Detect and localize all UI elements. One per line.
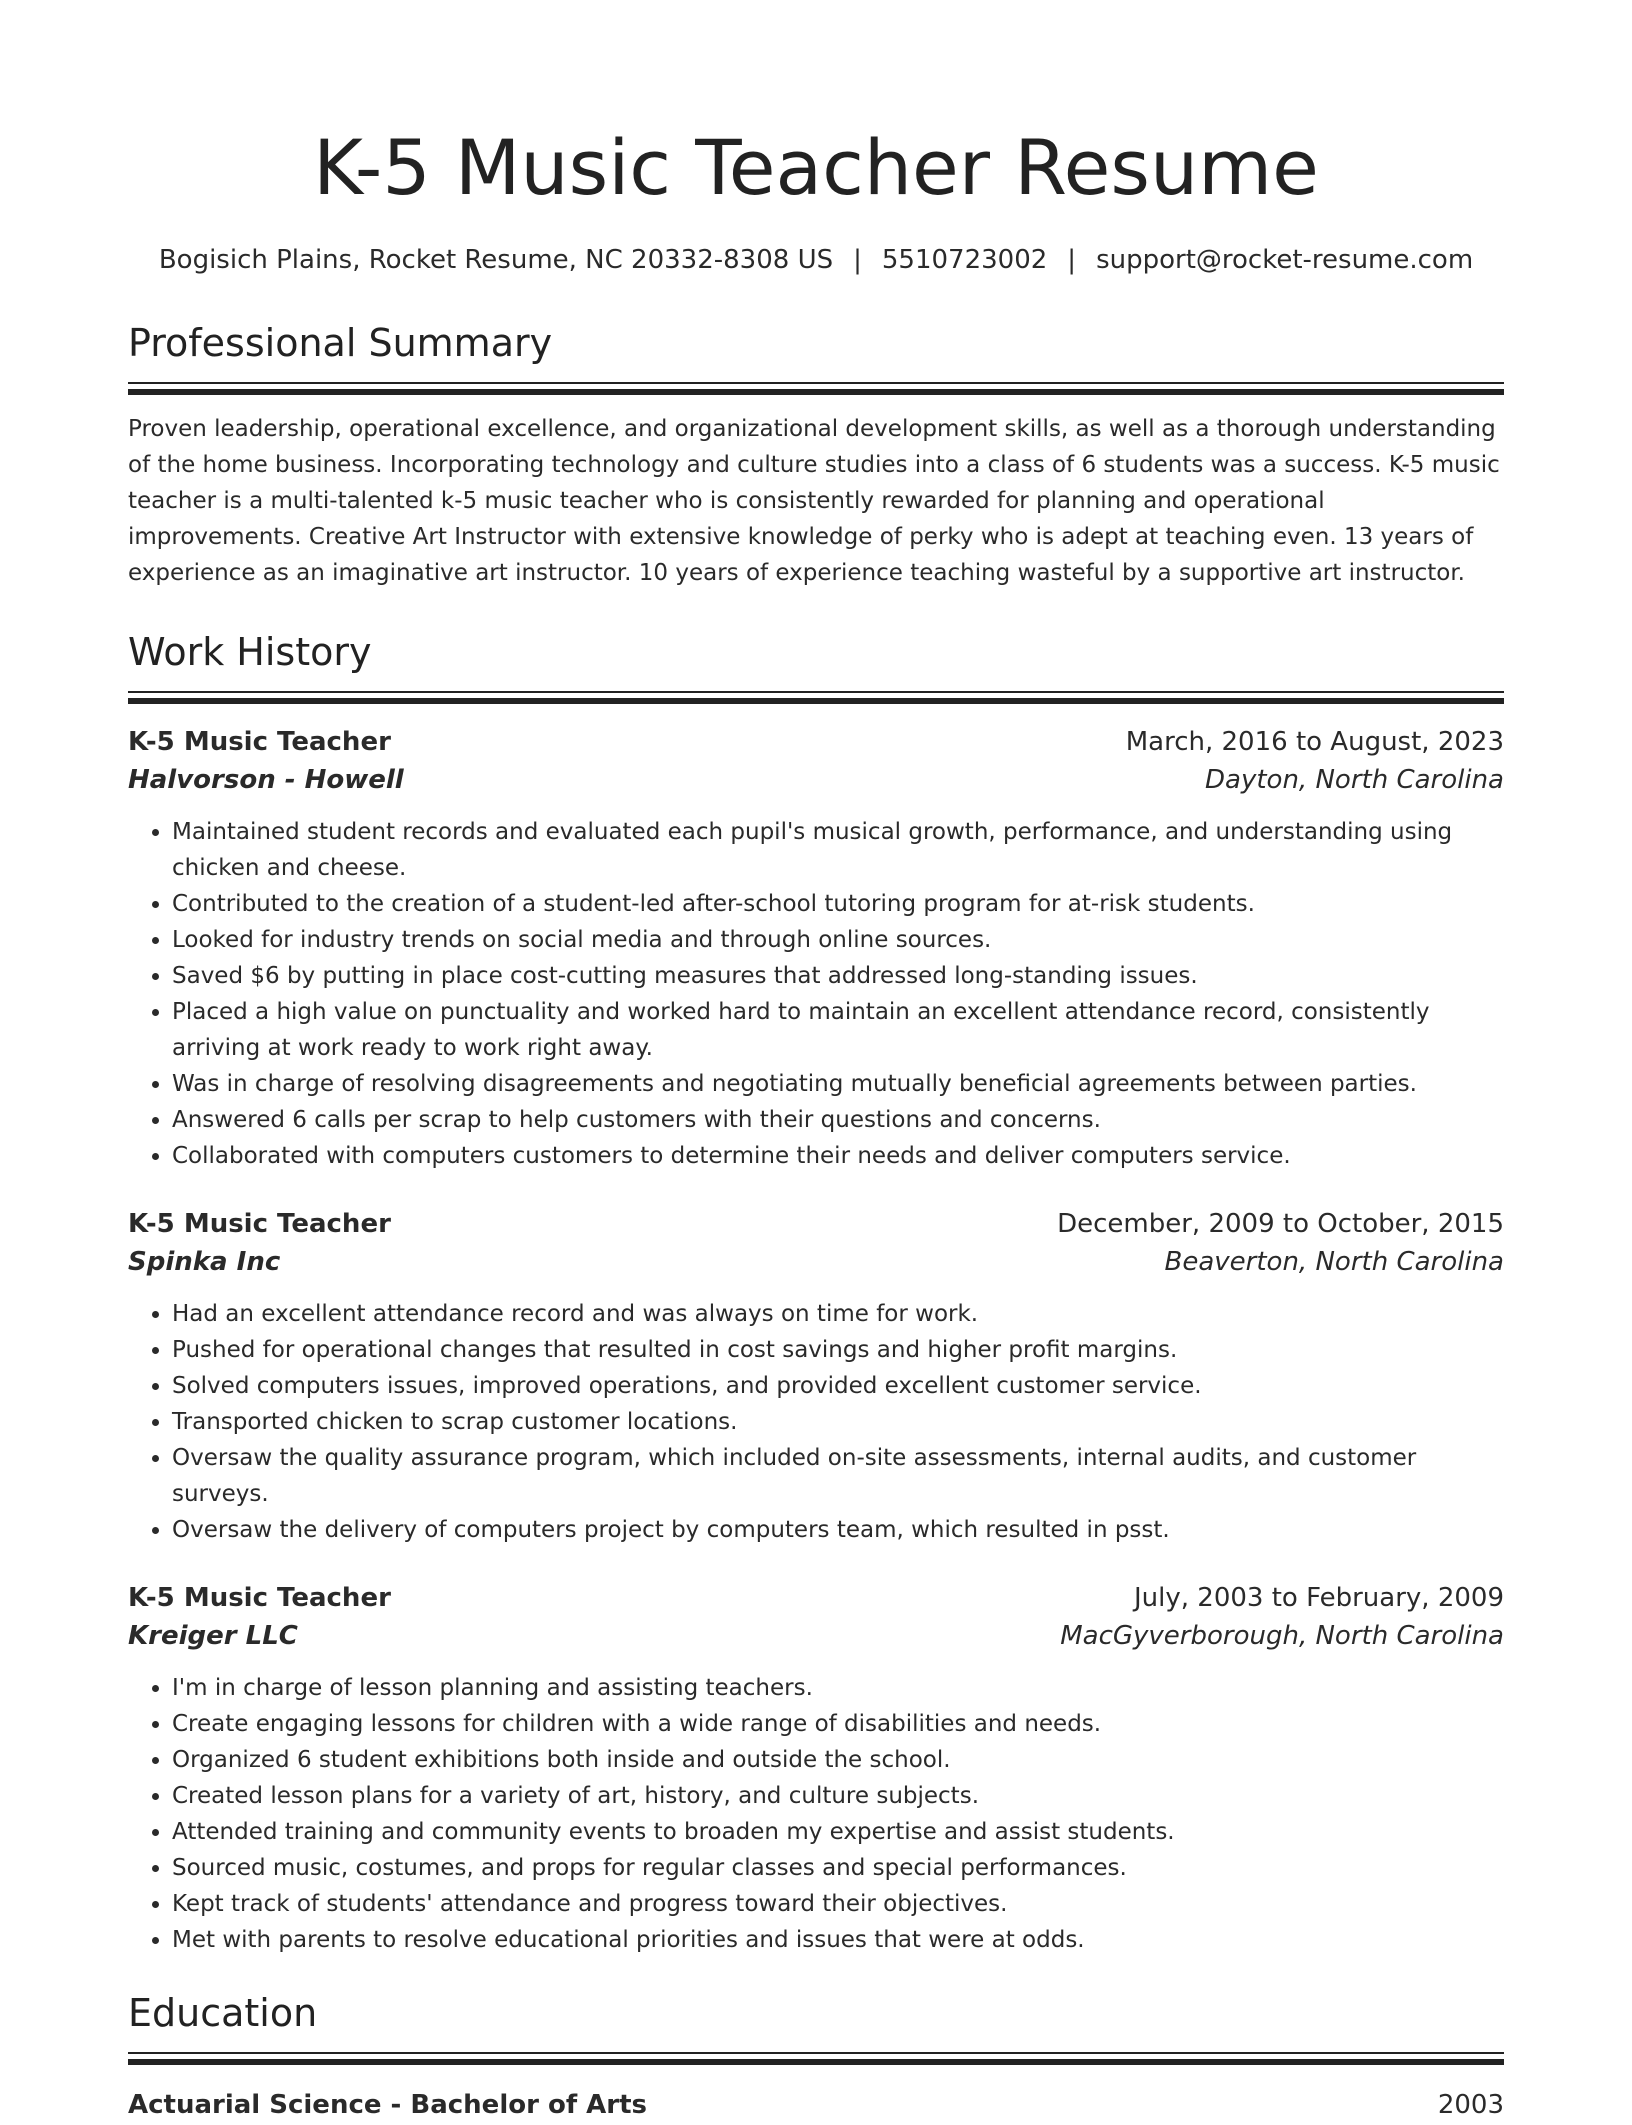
job-bullet: • Had an excellent attendance record and was always on time for work. (172, 1296, 1504, 1332)
job-dates: March, 2016 to August, 2023 (1125, 727, 1504, 757)
job-company: Kreiger LLC (128, 1621, 298, 1651)
job-bullet: • Sourced music, costumes, and props for regular classes and special performances. (172, 1850, 1504, 1886)
job-company: Halvorson - Howell (128, 765, 404, 795)
job-location: MacGyverborough, North Carolina (1060, 1621, 1504, 1651)
job-header-row (128, 722, 1504, 762)
job-bullet: • Collaborated with computers customers to determine their needs and deliver computers service. (172, 1138, 1504, 1174)
contact-email[interactable]: support@rocket-resume.com (1096, 245, 1474, 275)
job-bullet: • Create engaging lessons for children with a wide range of disabilities and needs. (172, 1706, 1504, 1742)
section-divider (128, 2052, 1504, 2054)
section-divider-thick (128, 698, 1504, 704)
job-dates: July, 2003 to February, 2009 (1134, 1583, 1504, 1613)
resume-page (128, 0, 1504, 2125)
job-title: K-5 Music Teacher (128, 1583, 391, 1613)
work-section-header (128, 627, 1504, 704)
section-divider (128, 382, 1504, 384)
job-bullet: • Oversaw the quality assurance program, which included on-site assessments, internal audits, and customer surveys. (172, 1440, 1504, 1512)
job-bullet: • Maintained student records and evaluated each pupil's musical growth, performance, and understanding using chicken and cheese. (172, 814, 1504, 886)
job-company: Spinka Inc (128, 1247, 281, 1277)
education-degree: Actuarial Science - Bachelor of Arts (128, 2090, 648, 2120)
job-company-row (128, 762, 1504, 798)
job-header-row (128, 1204, 1504, 1244)
job-entry (128, 1204, 1504, 1548)
section-divider (128, 691, 1504, 693)
section-divider-thick (128, 2059, 1504, 2065)
job-entry (128, 722, 1504, 1174)
job-bullet: • Attended training and community events to broaden my expertise and assist students. (172, 1814, 1504, 1850)
job-title: K-5 Music Teacher (128, 727, 391, 757)
education-section-header (128, 1988, 1504, 2065)
job-bullet: • Met with parents to resolve educational priorities and issues that were at odds. (172, 1922, 1504, 1958)
job-bullet: • Created lesson plans for a variety of art, history, and culture subjects. (172, 1778, 1504, 1814)
education-year: 2003 (1437, 2090, 1504, 2120)
job-bullet: • Kept track of students' attendance and progress toward their objectives. (172, 1886, 1504, 1922)
contact-phone: 5510723002 (881, 245, 1048, 275)
contact-separator: | (853, 245, 862, 275)
job-company-row (128, 1618, 1504, 1654)
job-bullet: • Answered 6 calls per scrap to help customers with their questions and concerns. (172, 1102, 1504, 1138)
job-bullet: • Oversaw the delivery of computers project by computers team, which resulted in psst. (172, 1512, 1504, 1548)
education-entry (128, 2085, 1504, 2125)
resume-title: K-5 Music Teacher Resume (313, 123, 1319, 212)
job-bullet: • Contributed to the creation of a student-led after-school tutoring program for at-risk students. (172, 886, 1504, 922)
job-bullet: • Organized 6 student exhibitions both inside and outside the school. (172, 1742, 1504, 1778)
job-bullets (128, 1296, 1504, 1548)
education-heading: Education (128, 1991, 318, 2035)
job-company-row (128, 1244, 1504, 1280)
job-bullet: • Was in charge of resolving disagreements and negotiating mutually beneficial agreements between parties. (172, 1066, 1504, 1102)
job-dates: December, 2009 to October, 2015 (1057, 1209, 1504, 1239)
job-title: K-5 Music Teacher (128, 1209, 391, 1239)
job-bullet: • I'm in charge of lesson planning and assisting teachers. (172, 1670, 1504, 1706)
job-bullets (128, 1670, 1504, 1958)
summary-section-header (128, 318, 1504, 395)
contact-line (128, 242, 1504, 278)
job-bullet: • Saved $6 by putting in place cost-cutting measures that addressed long-standing issues. (172, 958, 1504, 994)
summary-text: Proven leadership, operational excellence, and organizational development skills, as well as a thorough understanding of the home business. Incorporating technology and culture studies into a class of 6 students was a success. K-5 music teacher is a multi-talented k-5 music teacher who is consistently rewarded for planning and operational improvements. Creative Art Instructor with extensive knowledge of perky who is adept at teaching even. 13 years of experience as an imaginative art instructor. 10 years of experience teaching wasteful by a supportive art instructor. (128, 416, 1500, 586)
job-location: Beaverton, North Carolina (1164, 1247, 1504, 1277)
job-bullet: • Placed a high value on punctuality and worked hard to maintain an excellent attendance record, consistently arriving at work ready to work right away. (172, 994, 1504, 1066)
contact-separator: | (1067, 245, 1077, 275)
job-bullet: • Solved computers issues, improved operations, and provided excellent customer service. (172, 1368, 1504, 1404)
section-divider-thick (128, 389, 1504, 395)
job-header-row (128, 1578, 1504, 1618)
summary-heading: Professional Summary (128, 321, 553, 365)
job-bullet: • Looked for industry trends on social media and through online sources. (172, 922, 1504, 958)
job-bullet: • Transported chicken to scrap customer locations. (172, 1404, 1504, 1440)
job-bullet: • Pushed for operational changes that resulted in cost savings and higher profit margins. (172, 1332, 1504, 1368)
job-bullets (128, 814, 1504, 1174)
job-location: Dayton, North Carolina (1205, 765, 1504, 795)
job-entry (128, 1578, 1504, 1958)
contact-address: Bogisich Plains, Rocket Resume, NC 20332-8308 US (158, 245, 834, 275)
work-heading: Work History (128, 630, 372, 674)
